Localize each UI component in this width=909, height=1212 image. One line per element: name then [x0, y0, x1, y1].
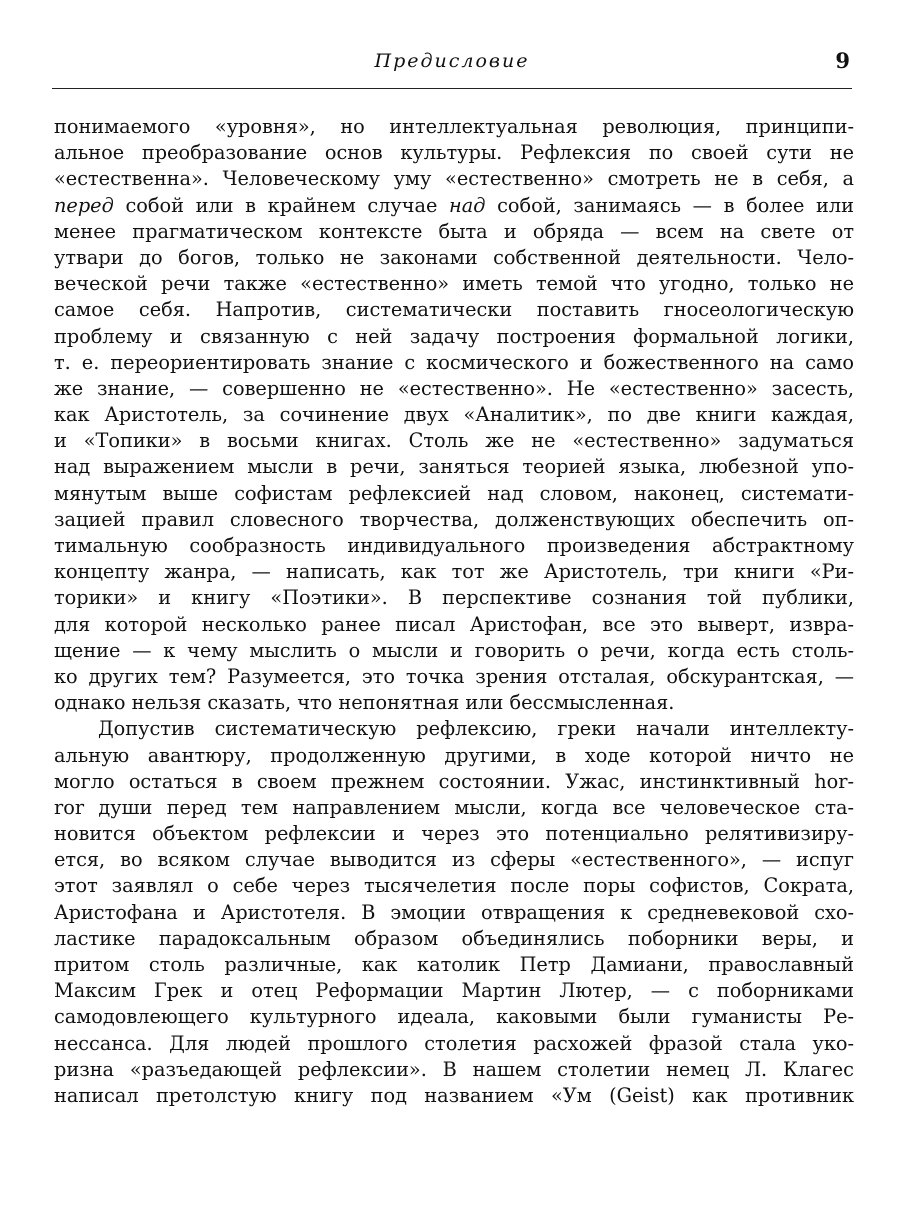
text-line: щение — к чему мыслить о мысли и говорить о речи, когда есть столь-: [54, 638, 854, 662]
text-line: т. е. переориентировать знание с космического и божественного на само: [54, 350, 854, 374]
text-line: тимальную сообразность индивидуального произведения абстрактному: [54, 534, 854, 557]
text-line: понимаемого «уровня», но интеллектуальная революция, принципи-: [54, 115, 854, 138]
text-line: притом столь различные, как католик Петр Дамиани, православный: [54, 953, 854, 976]
emphasis-perep: перед: [54, 193, 114, 217]
text-line: менее прагматическом контексте быта и обряда — всем на свете от: [54, 219, 854, 243]
running-title: Предисловие: [374, 50, 530, 72]
text-line: концепту жанра, — написать, как тот же Аристотель, три книги «Ри-: [54, 560, 854, 584]
text-line: и «Топики» в восьми книгах. Столь же не «естественно» задуматься: [54, 429, 854, 453]
text-line: Аристофана и Аристотеля. В эмоции отвращения к средневековой схо-: [54, 900, 854, 924]
text-line: «естественна». Человеческому уму «естественно» смотреть не в себя, а: [54, 167, 854, 191]
text-line: ror души перед тем направлением мысли, когда все человеческое ста-: [54, 795, 854, 819]
text-line: для которой несколько ранее писал Аристофан, все это выверт, извра-: [54, 612, 854, 636]
text-line: самое себя. Напротив, систематически поставить гносеологическую: [54, 298, 854, 322]
text-line-paragraph-end: однако нельзя сказать, что непонятная или бессмысленная.: [54, 691, 675, 715]
text-line: перед собой или в крайнем случае над собой, занимаясь — в более или: [54, 193, 854, 217]
text-line: зацией правил словесного творчества, долженствующих обеспечить оп-: [54, 507, 854, 531]
text-line: ется, во всяком случае выводится из сферы «естественного», — испуг: [54, 848, 854, 872]
running-head: [52, 50, 852, 80]
text-line: веческой речи также «естественно» иметь темой что угодно, только не: [54, 272, 854, 296]
emphasis-nad: над: [449, 193, 486, 217]
page-number: 9: [835, 48, 850, 73]
text-line: мянутым выше софистам рефлексией над словом, наконец, системати-: [54, 481, 854, 505]
text-line: нессанса. Для людей прошлого столетия расхожей фразой стала уко-: [54, 1031, 854, 1055]
text-line: новится объектом рефлексии и через это потенциально релятивизиру-: [54, 822, 854, 846]
text-line: могло остаться в своем прежнем состоянии. Ужас, инстинктивный hor-: [54, 769, 854, 793]
text-line: утвари до богов, только не законами собственной деятельности. Чело-: [54, 245, 854, 269]
text-line: ризна «разъедающей рефлексии». В нашем столетии немец Л. Клагес: [54, 1057, 854, 1081]
text-line: ластике парадоксальным образом объединялись поборники веры, и: [54, 926, 854, 950]
text-line: как Аристотель, за сочинение двух «Аналитик», по две книги каждая,: [54, 403, 854, 427]
text-line: над выражением мысли в речи, заняться теорией языка, любезной упо-: [54, 455, 854, 479]
text-line-paragraph-start: Допустив систематическую рефлексию, греки начали интеллекту-: [98, 717, 854, 741]
text-line: ко других тем? Разумеется, это точка зрения отсталая, обскурантская, —: [54, 664, 854, 688]
text-line: альную авантюру, продолженную другими, в ходе которой ничто не: [54, 743, 854, 767]
text-line: самодовлеющего культурного идеала, каковыми были гуманисты Ре-: [54, 1005, 854, 1029]
header-rule: [52, 88, 852, 89]
text-line: этот заявлял о себе через тысячелетия после поры софистов, Сократа,: [54, 874, 854, 898]
text-line: Максим Грек и отец Реформации Мартин Лютер, — с поборниками: [54, 979, 854, 1003]
body-text: [54, 114, 854, 1109]
text-line: же знание, — совершенно не «естественно». Не «естественно» засесть,: [54, 376, 854, 400]
text-line: торики» и книгу «Поэтики». В перспективе сознания той публики,: [54, 586, 854, 610]
text-line: альное преобразование основ культуры. Рефлексия по своей сути не: [54, 141, 854, 165]
text-line: проблему и связанную с ней задачу построения формальной логики,: [54, 324, 854, 348]
text-line: написал претолстую книгу под названием «Ум (Geist) как противник: [54, 1083, 854, 1107]
